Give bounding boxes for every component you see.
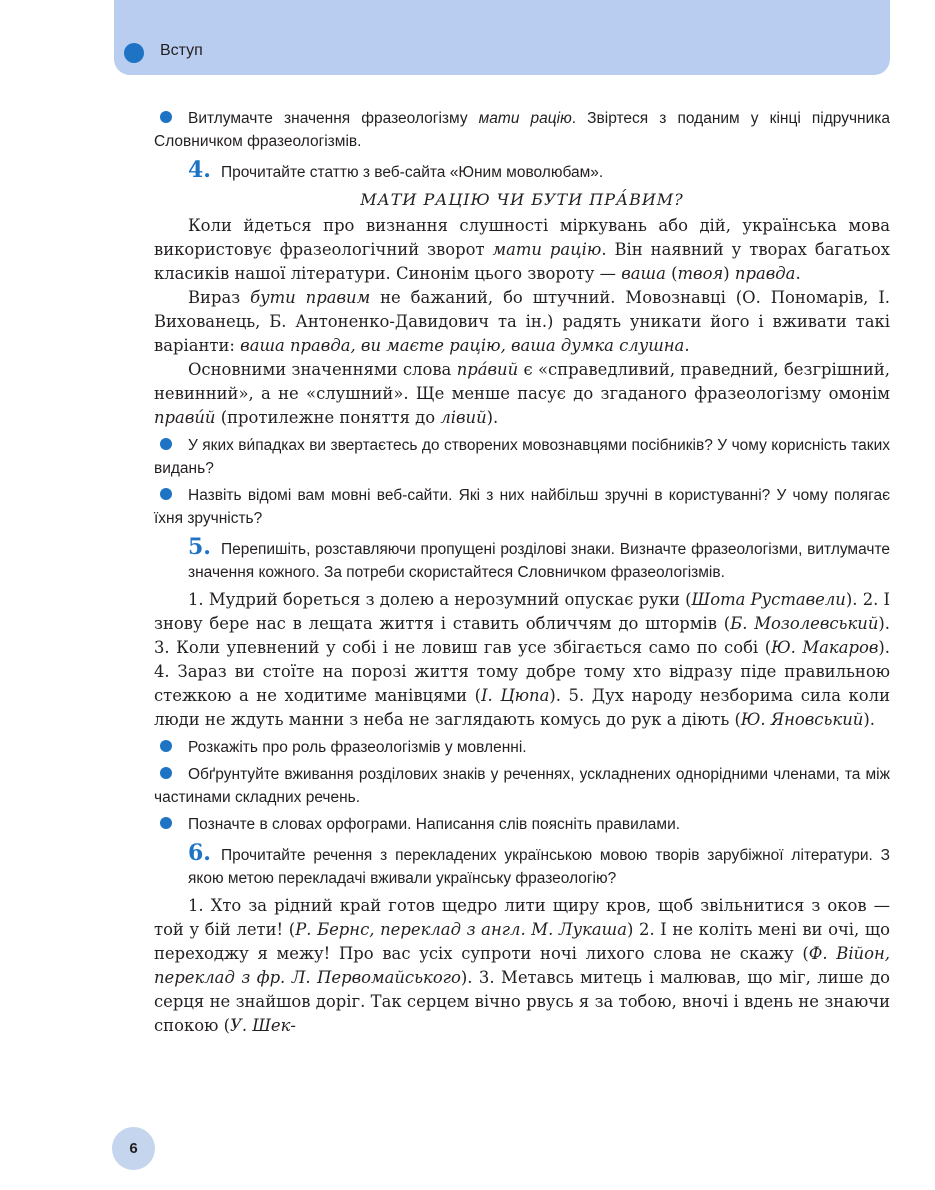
text: Витлумачте значення фразеологізму [188,110,479,127]
text: У яких ви́падках ви звертаєтесь до створених мовознавцями посібників? У чому корисність таких видань? [154,437,890,477]
article-title: МАТИ РАЦІЮ ЧИ БУТИ ПРА́ВИМ? [360,190,684,209]
bullet-icon [160,740,172,752]
article-paragraph: Коли йдеться про визнання слушності міркувань або дій, українська мова використовує фразеологічний зворот мати рацію. Він наявний у творах багатьох класиків нашої літератури. Синонім цього звороту — ваша (твоя) правда. [154,216,890,283]
article-paragraph: Основними значеннями слова пра́вий є «справедливий, праведний, безгрішний, невинний», а не «слушний». Ще менше пасує до згаданого фразеологізму омонім правúй (протилежне поняття до лівий). [154,360,890,427]
task-text: Прочитайте речення з перекладених українською мовою творів зарубіжної літератури. З якою метою перекладачі вживали українську фразеологію? [188,847,890,887]
question-bullet [154,484,890,530]
question-bullet [154,813,890,836]
bullet-icon [160,488,172,500]
bullet-icon [160,438,172,450]
task-5 [154,536,890,584]
text: . Звіртеся з поданим у кінці підручника Словничком фразеологізмів. [154,110,890,150]
task-number: 4. [188,157,211,183]
text: Розкажіть про роль фразеологізмів у мовленні. [188,739,527,756]
page-number: 6 [112,1127,155,1170]
phrase: мати рацію [478,110,572,127]
bullet-icon [160,817,172,829]
question-bullet [154,763,890,809]
task-6 [154,842,890,890]
bullet-icon [160,767,172,779]
question-bullet [154,736,890,759]
text: Обґрунтуйте вживання розділових знаків у реченнях, ускладнених однорідними членами, та між частинами складних речень. [154,766,890,806]
task-number: 6. [188,840,211,866]
page-content [154,107,890,1038]
question-bullet [154,434,890,480]
text: Позначте в словах орфограми. Написання слів поясніть правилами. [188,816,681,833]
question-bullet [154,107,890,153]
task-number: 5. [188,534,211,560]
task-text: Прочитайте статтю з веб-сайта «Юним моволюбам». [220,164,604,181]
article-paragraph: Вираз бути правим не бажаний, бо штучний. Мовознавці (О. Пономарів, І. Вихованець, Б. Антоненко-Давидович та ін.) радять уникати його і вживати такі варіанти: ваша правда, ви маєте рацію, ваша думка слушна. [154,288,890,355]
exercise-text: 1. Хто за рідний край готов щедро лити щиру кров, щоб звільнитися з оков — той у бій лети! (Р. Бернс, переклад з англ. М. Лукаша) 2. І не коліть мені ви очі, що переходжу я межу! Про вас усіх супроти ночі лихого слова не скажу (Ф. Війон, переклад з фр. Л. Первомайського). 3. Метавсь митець і малював, що міг, лише до серця не знайшов доріг. Так серцем вічно рвусь я за тобою, вночі і вдень не знаючи спокою (У. Шек- [154,896,891,1035]
chapter-header [114,0,890,75]
task-4 [154,159,890,184]
section-title: Вступ [160,42,203,59]
exercise-text: 1. Мудрий бореться з долею а нерозумний опускає руки (Шота Руставели). 2. І знову бере нас в лещата життя і ставить обличчям до штормів (Б. Мозолевський). 3. Коли упевнений у собі і не ловиш гав усе збігається само по собі (Ю. Макаров). 4. Зараз ви стоїте на порозі життя тому добре тому хто відразу піде правильною стежкою а не ходитиме манівцями (І. Цюпа). 5. Дух народу незборима сила коли люди не ждуть манни з неба не заглядають комусь до рук а діють (Ю. Яновський). [154,590,891,729]
task-text: Перепишіть, розставляючи пропущені розділові знаки. Визначте фразеологізми, витлумачте значення кожного. За потреби скористайтеся Словничком фразеологізмів. [188,541,890,581]
bullet-icon [160,111,172,123]
header-bullet-icon [124,43,144,63]
text: Назвіть відомі вам мовні веб-сайти. Які з них найбільш зручні в користуванні? У чому полягає їхня зручність? [154,487,890,527]
